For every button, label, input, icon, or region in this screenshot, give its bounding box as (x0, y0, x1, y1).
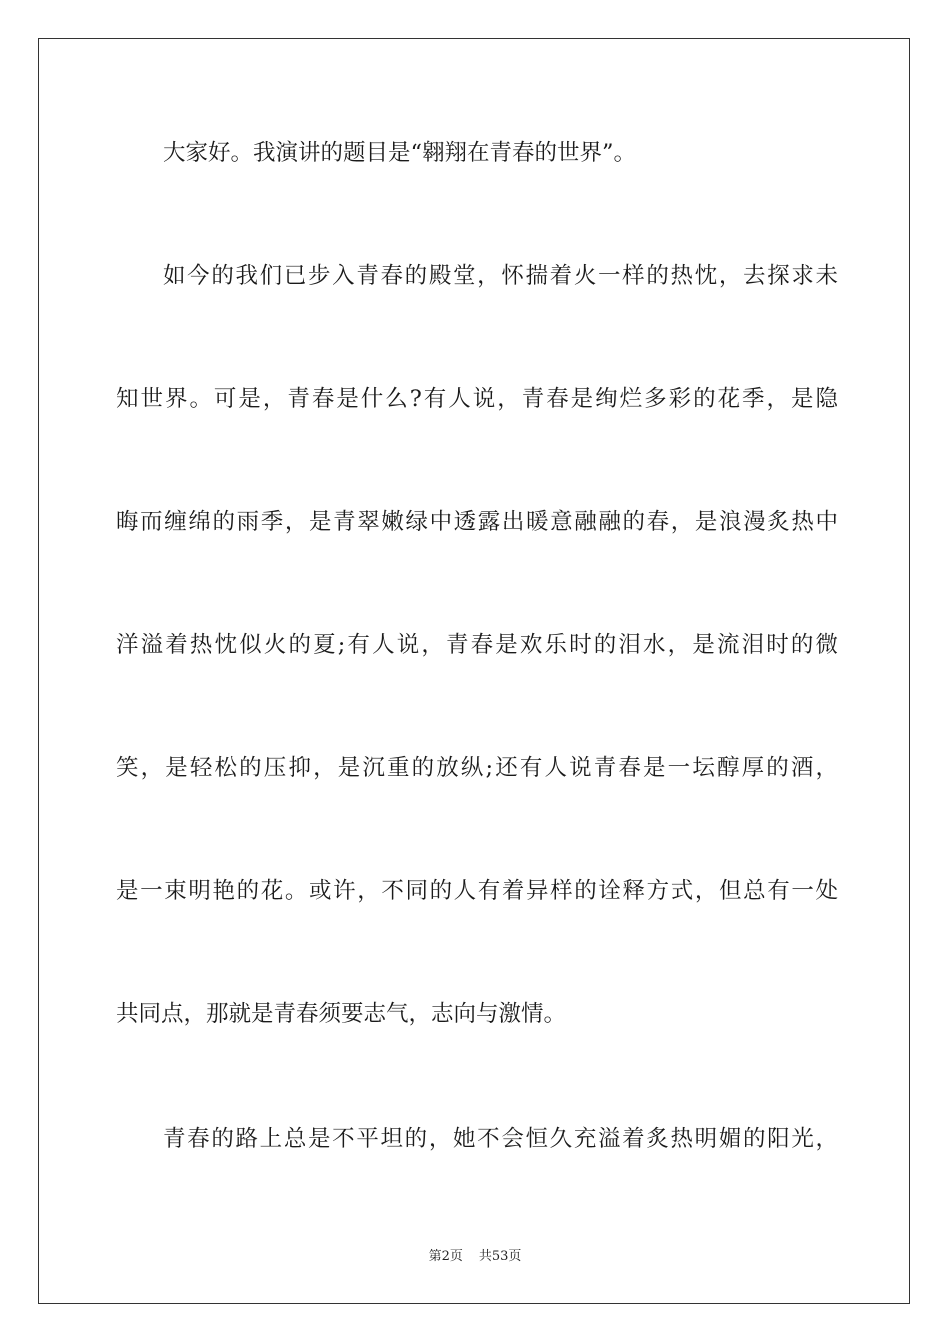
page-total: 共53页 (478, 1249, 522, 1264)
paragraph-line: 晦而缠绵的雨季，是青翠嫩绿中透露出暖意融融的春，是浪漫炙热中 (116, 509, 838, 535)
paragraph-line: 洋溢着热忱似火的夏;有人说，青春是欢乐时的泪水，是流泪时的微 (116, 632, 838, 658)
page-number: 第2页 (428, 1249, 463, 1264)
paragraph-line: 大家好。我演讲的题目是“翱翔在青春的世界”。 (163, 140, 637, 166)
paragraph-line: 青春的路上总是不平坦的，她不会恒久充溢着炙热明媚的阳光， (163, 1126, 838, 1152)
paragraph-line: 是一束明艳的花。或许，不同的人有着异样的诠释方式，但总有一处 (116, 878, 838, 904)
paragraph-line: 如今的我们已步入青春的殿堂，怀揣着火一样的热忱，去探求未 (163, 263, 838, 289)
paragraph-line: 笑，是轻松的压抑，是沉重的放纵;还有人说青春是一坛醇厚的酒， (116, 755, 838, 781)
page-footer (0, 1248, 950, 1266)
document-body (116, 136, 838, 1245)
paragraph-line: 知世界。可是，青春是什么?有人说，青春是绚烂多彩的花季，是隐 (116, 386, 838, 412)
paragraph-line: 共同点，那就是青春须要志气，志向与激情。 (116, 1001, 567, 1027)
